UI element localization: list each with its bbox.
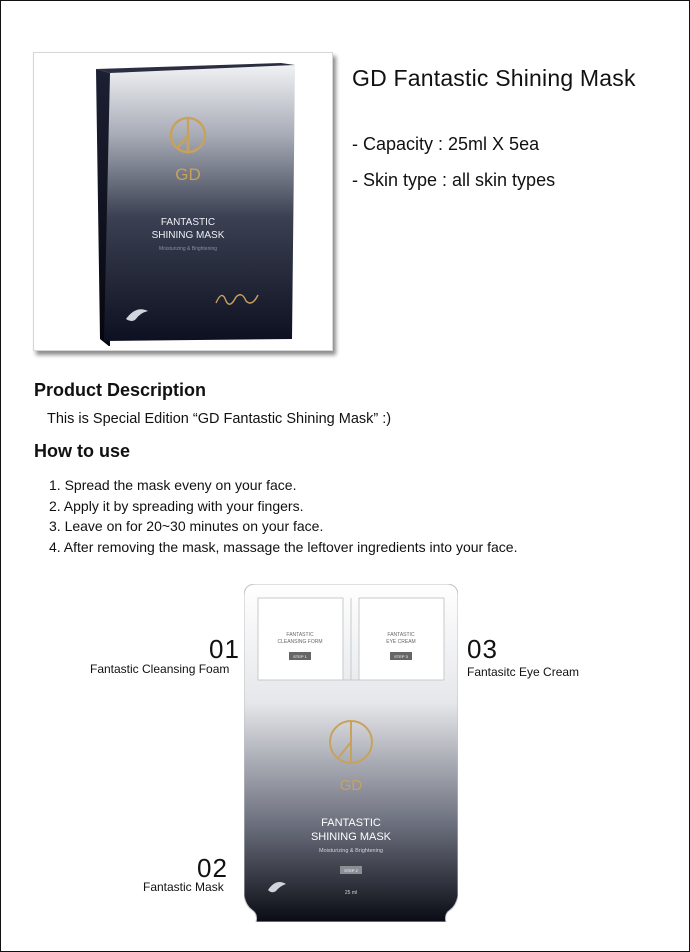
pack-name-line2: SHINING MASK	[310, 831, 392, 843]
product-box-image	[38, 57, 328, 346]
callout-label-eye-cream: Fantasitc Eye Cream	[467, 665, 580, 679]
description-heading: Product Description	[34, 380, 207, 400]
box-brand: GD	[175, 165, 201, 184]
pouch3-name-line1: FANTASTIC	[387, 632, 415, 638]
pack-brand: GD	[339, 777, 363, 794]
pouch3-name-line2: EYE CREAM	[386, 639, 416, 645]
step-item: 3. Leave on for 20~30 minutes on your face.	[49, 518, 324, 535]
pack-name-line1: FANTASTIC	[321, 817, 381, 829]
pouch1-step: STEP 1	[293, 654, 307, 659]
callout-label-mask: Fantastic Mask	[143, 880, 224, 894]
callout-number-02: 02	[197, 853, 228, 883]
how-to-use-heading: How to use	[34, 441, 131, 461]
step-item: 1. Spread the mask eveny on your face.	[49, 477, 297, 493]
product-photo-frame	[33, 52, 333, 351]
box-name-line2: SHINING MASK	[151, 230, 225, 241]
callout-number-01: 01	[209, 634, 240, 664]
box-name-line1: FANTASTIC	[160, 217, 216, 228]
pack-diagram	[244, 584, 458, 922]
capacity-spec: - Capacity : 25ml X 5ea	[352, 134, 540, 154]
description-text: This is Special Edition “GD Fantastic Shining Mask” :)	[47, 411, 392, 427]
step-item: 2. Apply it by spreading with your fingers.	[49, 497, 304, 514]
main-step: STEP 2	[344, 868, 358, 873]
pouch3-step: STEP 3	[394, 654, 408, 659]
pack-volume: 25 ml	[344, 890, 358, 896]
step-item: 4. After removing the mask, massage the leftover ingredients into your face.	[49, 538, 518, 555]
how-to-use-steps	[49, 475, 517, 557]
box-tagline: Moisturizing & Brightening	[158, 246, 218, 252]
callout-label-cleansing-foam: Fantastic Cleansing Foam	[90, 662, 230, 676]
pack-tagline: Moisturizing & Brightening	[319, 848, 383, 854]
callout-number-03: 03	[467, 634, 498, 664]
product-title: GD Fantastic Shining Mask	[352, 65, 636, 91]
pouch1-name-line2: CLEANSING FORM	[277, 639, 323, 645]
pouch1-name-line1: FANTASTIC	[286, 632, 314, 638]
skin-type-spec: - Skin type : all skin types	[352, 170, 556, 190]
